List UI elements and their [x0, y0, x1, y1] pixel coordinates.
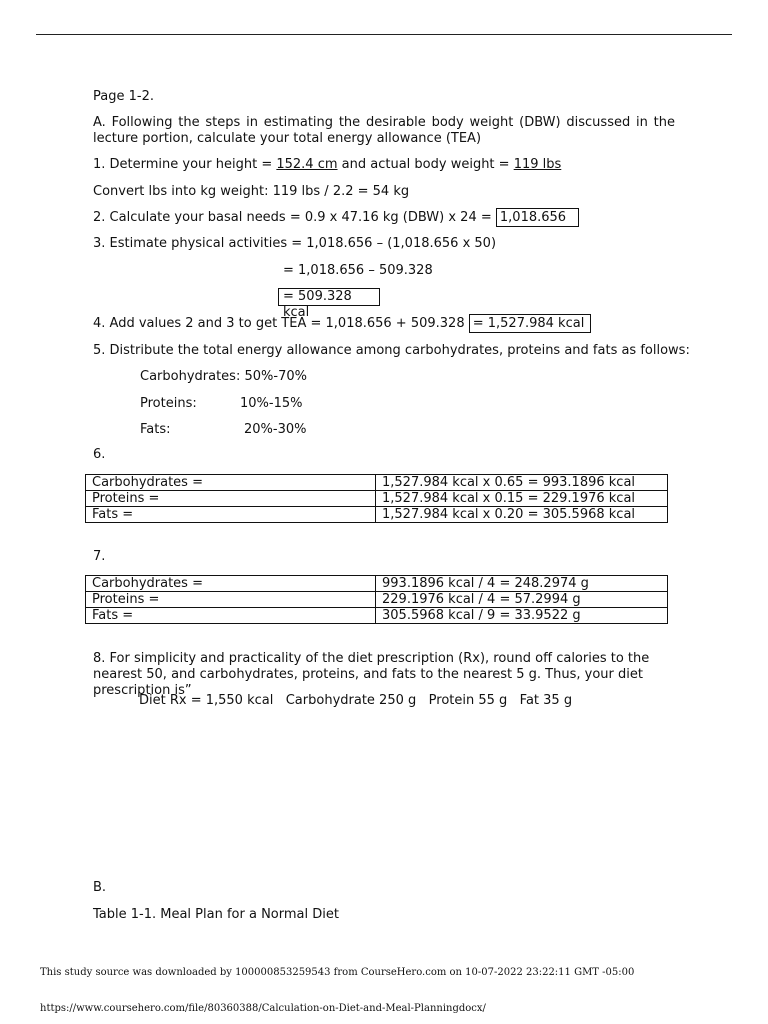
page-label: Page 1-2.	[93, 89, 154, 104]
distribution-label: Proteins:	[140, 396, 197, 411]
table-cell: Carbohydrates =	[86, 475, 376, 491]
table-cell: Carbohydrates =	[86, 576, 376, 592]
table-cell: 305.5968 kcal / 9 = 33.9522 g	[376, 608, 668, 624]
step-4-text: 4. Add values 2 and 3 to get TEA = 1,018.656 + 509.328	[93, 316, 469, 331]
top-rule	[36, 34, 732, 35]
step-2-text: 2. Calculate your basal needs = 0.9 x 47.16 kg (DBW) x 24 =	[93, 210, 496, 225]
distribution-carbs	[140, 369, 307, 385]
table-cell: 993.1896 kcal / 4 = 248.2974 g	[376, 576, 668, 592]
intro-paragraph: A. Following the steps in estimating the desirable body weight (DBW) discussed in the lecture portion, calculate your total energy allowance (TEA)	[93, 115, 675, 146]
step-8: 8. For simplicity and practicality of the diet prescription (Rx), round off calories to the nearest 50, and carbohydrates, proteins, and fats to the nearest 5 g. Thus, your diet prescription is”	[93, 651, 650, 698]
step-5: 5. Distribute the total energy allowance among carbohydrates, proteins and fats as follows:	[93, 343, 690, 358]
table-row	[86, 608, 668, 624]
table-cell: 1,527.984 kcal x 0.15 = 229.1976 kcal	[376, 491, 668, 507]
source-url[interactable]: https://www.coursehero.com/file/80360388/Calculation-on-Diet-and-Meal-Planningdocx/	[40, 1003, 486, 1014]
energy-distribution-table	[85, 474, 668, 523]
step-3: 3. Estimate physical activities = 1,018.656 – (1,018.656 x 50)	[93, 236, 497, 251]
height-value: 152.4 cm	[276, 157, 338, 172]
table-cell: Proteins =	[86, 592, 376, 608]
distribution-value: 20%-30%	[244, 422, 307, 437]
section-b-label: B.	[93, 880, 107, 895]
distribution-label: Carbohydrates:	[140, 369, 241, 384]
table-title: Table 1-1. Meal Plan for a Normal Diet	[93, 907, 339, 922]
tea-result: = 1,527.984 kcal	[469, 314, 592, 333]
step-1	[93, 157, 561, 173]
table-cell: Proteins =	[86, 491, 376, 507]
distribution-label: Fats:	[140, 422, 171, 437]
table-row	[86, 491, 668, 507]
step-1-mid: and actual body weight =	[337, 157, 514, 172]
table-cell: 1,527.984 kcal x 0.20 = 305.5968 kcal	[376, 507, 668, 523]
grams-table	[85, 575, 668, 624]
section-7-label: 7.	[93, 549, 106, 564]
table-cell: 1,527.984 kcal x 0.65 = 993.1896 kcal	[376, 475, 668, 491]
step-3-line-2: = 1,018.656 – 509.328	[283, 263, 433, 278]
table-cell: Fats =	[86, 608, 376, 624]
table-row	[86, 475, 668, 491]
physical-activity-result: = 509.328 kcal	[278, 288, 380, 306]
table-cell: Fats =	[86, 507, 376, 523]
section-6-label: 6.	[93, 447, 106, 462]
table-row	[86, 592, 668, 608]
distribution-proteins	[140, 396, 302, 412]
table-row	[86, 507, 668, 523]
step-1-prefix: 1. Determine your height =	[93, 157, 277, 172]
weight-value: 119 lbs	[513, 157, 562, 172]
step-4	[93, 316, 591, 332]
step-2	[93, 210, 579, 226]
basal-needs-result: 1,018.656	[496, 208, 579, 227]
convert-line: Convert lbs into kg weight: 119 lbs / 2.2 = 54 kg	[93, 184, 410, 199]
table-cell: 229.1976 kcal / 4 = 57.2994 g	[376, 592, 668, 608]
distribution-value: 10%-15%	[240, 396, 303, 411]
download-notice: This study source was downloaded by 100000853259543 from CourseHero.com on 10-07-2022 23:22:11 GMT -05:00	[40, 967, 635, 978]
distribution-value: 50%-70%	[244, 369, 307, 384]
distribution-fats	[140, 422, 306, 438]
diet-prescription: Diet Rx = 1,550 kcal Carbohydrate 250 g Protein 55 g Fat 35 g	[139, 693, 573, 708]
table-row	[86, 576, 668, 592]
